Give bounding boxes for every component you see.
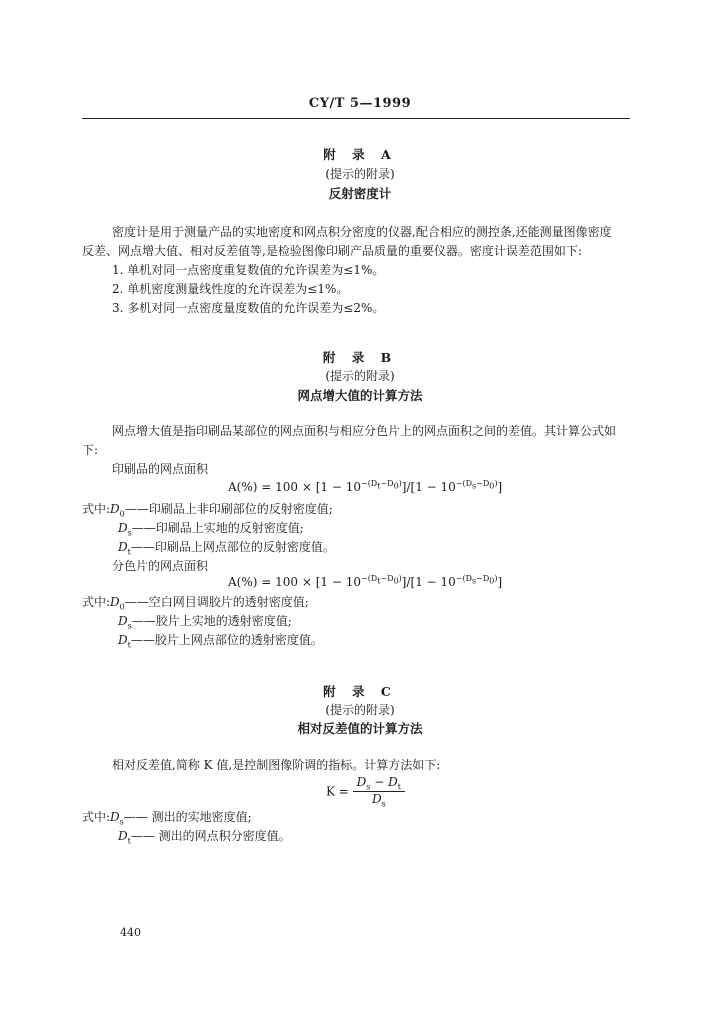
definition-row: $D_s——$印刷品上实地的反射密度值; xyxy=(118,521,304,538)
definition-row: 式中$:D_s——$ 测出的实地密度值; xyxy=(82,810,252,827)
definition-row: $D_t——$印刷品上网点部位的反射密度值。 xyxy=(118,540,335,557)
formula-relative-contrast: K = $\frac{D_s - D_t}{D_s}$ xyxy=(326,775,405,809)
appendix-a-item-2: 2. 单机密度测量线性度的允许误差为≤1%。 xyxy=(112,282,349,296)
appendix-c-heading: 相对反差值的计算方法 xyxy=(297,721,423,736)
fraction: $\frac{D_s - D_t}{D_s}$ xyxy=(353,775,405,809)
film-dot-area-label: 分色片的网点面积 xyxy=(112,559,209,573)
appendix-b-title: 附 录 B xyxy=(322,350,398,365)
appendix-a-para-line1: 密度计是用于测量产品的实地密度和网点积分密度的仪器,配合相应的测控条,还能测量图像密度 xyxy=(112,225,612,239)
formula-film-dot-area: $A(\%) = 100 \times [1 - 10^{-(D_t-D_0)}]/[1 - 10^{-(D_s-D_0)}]$ xyxy=(228,574,503,589)
print-dot-area-label: 印刷品的网点面积 xyxy=(112,462,209,476)
appendix-a-item-3: 3. 多机对同一点密度量度数值的允许误差为≤2%。 xyxy=(112,301,385,315)
appendix-c-title: 附 录 C xyxy=(323,684,397,699)
definition-row: 式中$:D_0——$印刷品上非印刷部位的反射密度值; xyxy=(82,502,333,519)
appendix-b-para-line2: 下: xyxy=(82,443,99,457)
appendix-b-heading: 网点增大值的计算方法 xyxy=(297,388,423,403)
appendix-a-title: 附 录 A xyxy=(323,147,397,162)
definition-row: $D_s——$胶片上实地的透射密度值; xyxy=(118,614,292,631)
appendix-c-note: (提示的附录) xyxy=(325,703,395,717)
definition-row: 式中$:D_0——$空白网目调胶片的透射密度值; xyxy=(82,595,309,612)
header-rule xyxy=(82,118,630,119)
appendix-a-note: (提示的附录) xyxy=(325,167,395,181)
page-number: 440 xyxy=(120,926,141,939)
appendix-a-para-line2: 反差、网点增大值、相对反差值等,是检验图像印刷产品质量的重要仪器。密度计误差范围如下: xyxy=(82,244,582,258)
standard-code-header: CY/T 5—1999 xyxy=(308,96,412,111)
definition-row: $D_t——$胶片上网点部位的透射密度值。 xyxy=(118,633,323,650)
formula-print-dot-area: $A(\%) = 100 \times [1 - 10^{-(D_t-D_0)}]/[1 - 10^{-(D_s-D_0)}]$ xyxy=(228,479,503,494)
appendix-a-heading: 反射密度计 xyxy=(328,186,392,201)
definition-row: $D_t——$ 测出的网点积分密度值。 xyxy=(118,829,291,846)
appendix-c-para: 相对反差值,简称 K 值,是控制图像阶调的指标。计算方法如下: xyxy=(112,758,441,772)
appendix-a-item-1: 1. 单机对同一点密度重复数值的允许误差为≤1%。 xyxy=(112,263,385,277)
appendix-b-para-line1: 网点增大值是指印刷品某部位的网点面积与相应分色片上的网点面积之间的差值。其计算公式如 xyxy=(112,424,617,438)
appendix-b-note: (提示的附录) xyxy=(325,369,395,383)
